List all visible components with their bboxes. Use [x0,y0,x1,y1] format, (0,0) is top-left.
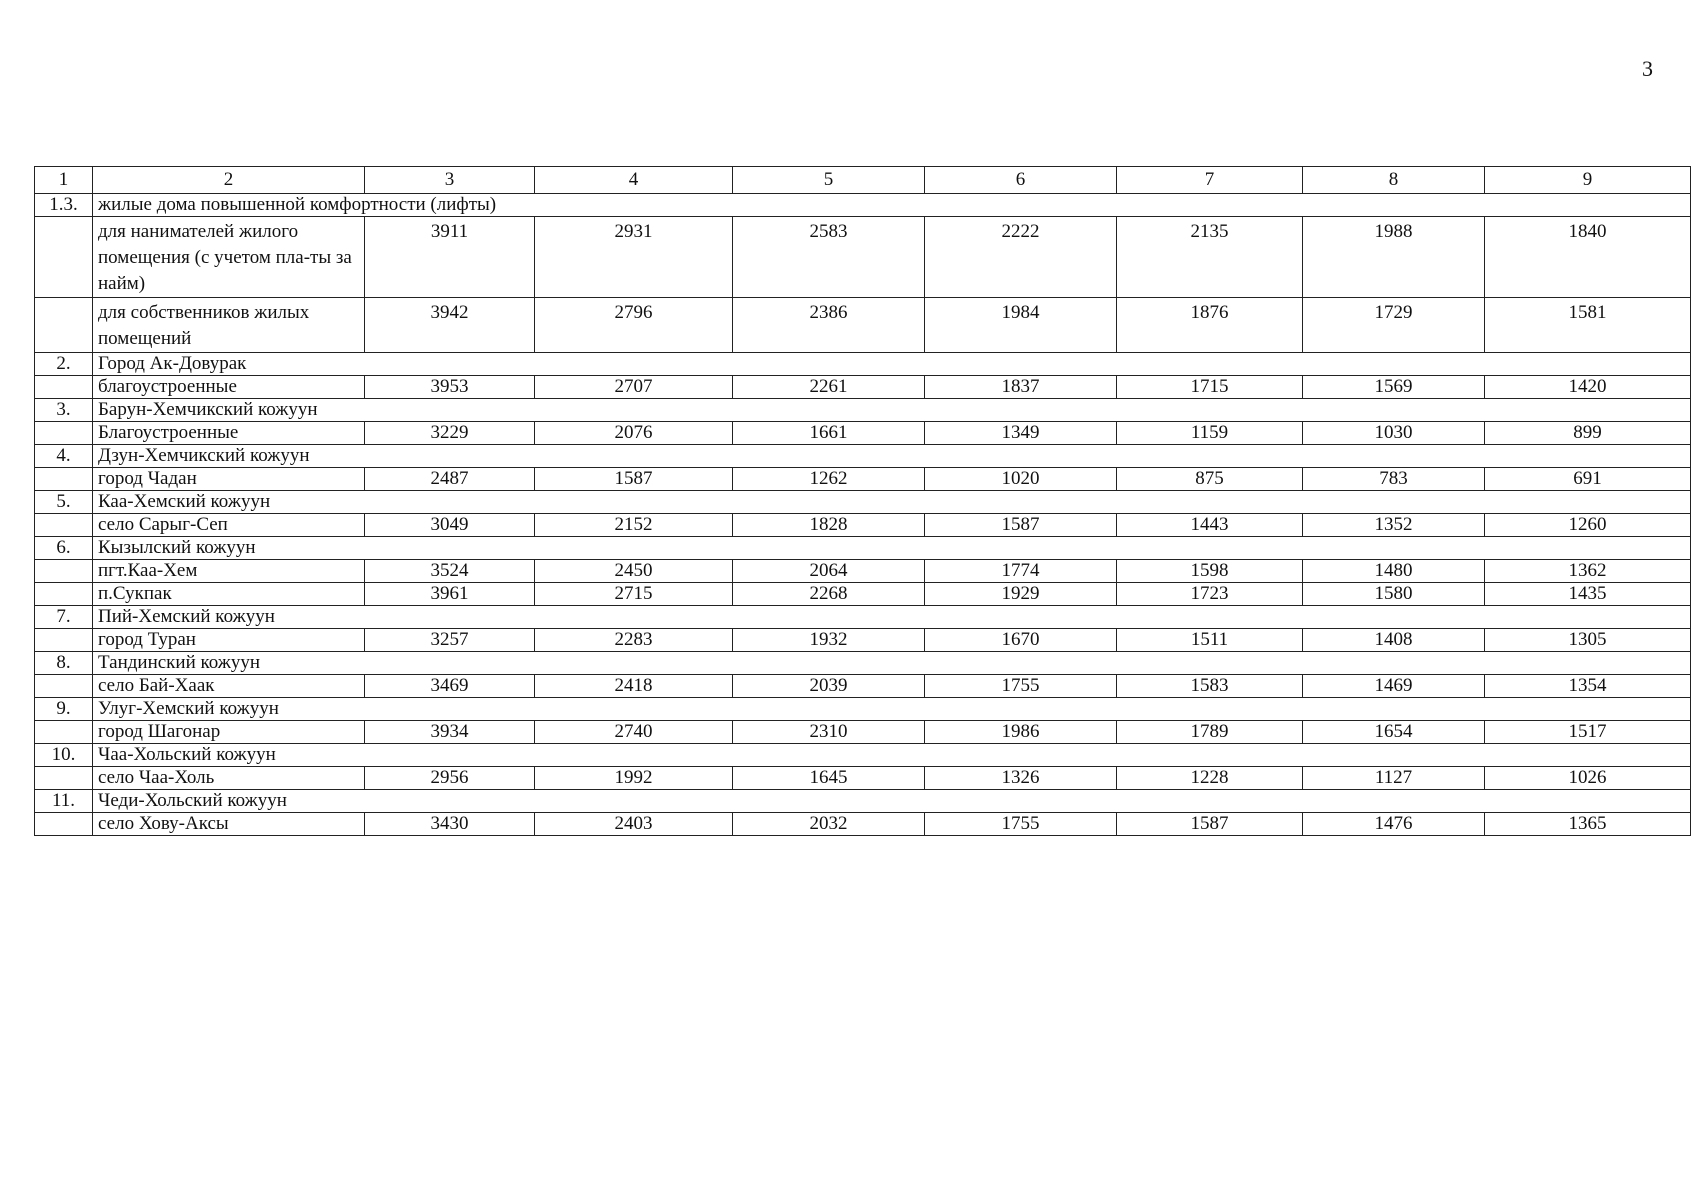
row-index-empty [35,813,93,836]
section-index: 11. [35,790,93,813]
value-cell: 1517 [1485,721,1691,744]
value-cell: 3953 [365,376,535,399]
column-number-cell: 2 [93,167,365,194]
section-title: Чеди-Хольский кожуун [93,790,1691,813]
row-description: село Сарыг-Сеп [93,514,365,537]
value-cell: 1352 [1303,514,1485,537]
value-cell: 2403 [535,813,733,836]
value-cell: 2418 [535,675,733,698]
value-cell: 1262 [733,468,925,491]
value-cell: 1729 [1303,298,1485,353]
value-cell: 1026 [1485,767,1691,790]
value-cell: 2740 [535,721,733,744]
value-cell: 2796 [535,298,733,353]
column-number-cell: 4 [535,167,733,194]
value-cell: 1715 [1117,376,1303,399]
value-cell: 1840 [1485,217,1691,298]
value-cell: 2135 [1117,217,1303,298]
section-index: 9. [35,698,93,721]
value-cell: 3942 [365,298,535,353]
value-cell: 2386 [733,298,925,353]
row-index-empty [35,675,93,698]
value-cell: 1365 [1485,813,1691,836]
value-cell: 1305 [1485,629,1691,652]
row-index-empty [35,721,93,744]
value-cell: 1929 [925,583,1117,606]
table-row [35,767,1691,790]
row-index-empty [35,560,93,583]
value-cell: 2222 [925,217,1117,298]
value-cell: 691 [1485,468,1691,491]
column-number-cell: 3 [365,167,535,194]
row-index-empty [35,514,93,537]
value-cell: 3430 [365,813,535,836]
column-number-row [35,167,1691,194]
value-cell: 1480 [1303,560,1485,583]
section-index: 6. [35,537,93,560]
section-row [35,744,1691,767]
row-description: город Чадан [93,468,365,491]
row-index-empty [35,583,93,606]
value-cell: 2032 [733,813,925,836]
value-cell: 2268 [733,583,925,606]
section-title: Чаа-Хольский кожуун [93,744,1691,767]
value-cell: 1988 [1303,217,1485,298]
value-cell: 2450 [535,560,733,583]
value-cell: 1159 [1117,422,1303,445]
row-description: Благоустроенные [93,422,365,445]
value-cell: 2956 [365,767,535,790]
value-cell: 1992 [535,767,733,790]
column-number-cell: 7 [1117,167,1303,194]
value-cell: 2583 [733,217,925,298]
table-row [35,468,1691,491]
value-cell: 2283 [535,629,733,652]
value-cell: 2039 [733,675,925,698]
value-cell: 1587 [535,468,733,491]
section-row [35,537,1691,560]
value-cell: 1435 [1485,583,1691,606]
section-title: Город Ак-Довурак [93,353,1691,376]
table-row [35,629,1691,652]
value-cell: 1837 [925,376,1117,399]
value-cell: 1228 [1117,767,1303,790]
section-row [35,790,1691,813]
section-index: 10. [35,744,93,767]
row-description: для нанимателей жилого помещения (с учетом пла-ты за найм) [93,217,365,298]
value-cell: 1469 [1303,675,1485,698]
section-index: 8. [35,652,93,675]
value-cell: 3257 [365,629,535,652]
value-cell: 3469 [365,675,535,698]
row-description: село Хову-Аксы [93,813,365,836]
row-description: благоустроенные [93,376,365,399]
value-cell: 1661 [733,422,925,445]
value-cell: 3911 [365,217,535,298]
column-number-cell: 6 [925,167,1117,194]
section-row [35,194,1691,217]
value-cell: 1755 [925,813,1117,836]
value-cell: 1476 [1303,813,1485,836]
section-title: Барун-Хемчикский кожуун [93,399,1691,422]
section-title: жилые дома повышенной комфортности (лифты) [93,194,1691,217]
section-row [35,399,1691,422]
row-index-empty [35,468,93,491]
section-index: 4. [35,445,93,468]
value-cell: 1362 [1485,560,1691,583]
value-cell: 1326 [925,767,1117,790]
section-title: Дзун-Хемчикский кожуун [93,445,1691,468]
value-cell: 2064 [733,560,925,583]
row-description: п.Сукпак [93,583,365,606]
value-cell: 1420 [1485,376,1691,399]
value-cell: 783 [1303,468,1485,491]
page-number: 3 [1642,56,1653,81]
value-cell: 1774 [925,560,1117,583]
column-number-cell: 5 [733,167,925,194]
table-row [35,583,1691,606]
value-cell: 3934 [365,721,535,744]
section-title: Пий-Хемский кожуун [93,606,1691,629]
value-cell: 2707 [535,376,733,399]
section-index: 5. [35,491,93,514]
section-index: 1.3. [35,194,93,217]
table-row [35,675,1691,698]
section-index: 7. [35,606,93,629]
table-row [35,217,1691,298]
row-index-empty [35,629,93,652]
section-row [35,445,1691,468]
row-index-empty [35,767,93,790]
value-cell: 2076 [535,422,733,445]
section-index: 2. [35,353,93,376]
value-cell: 1349 [925,422,1117,445]
value-cell: 2931 [535,217,733,298]
value-cell: 1443 [1117,514,1303,537]
value-cell: 1587 [1117,813,1303,836]
section-index: 3. [35,399,93,422]
column-number-cell: 1 [35,167,93,194]
value-cell: 3229 [365,422,535,445]
value-cell: 2310 [733,721,925,744]
value-cell: 1260 [1485,514,1691,537]
value-cell: 2261 [733,376,925,399]
section-row [35,491,1691,514]
value-cell: 1030 [1303,422,1485,445]
value-cell: 1723 [1117,583,1303,606]
value-cell: 1020 [925,468,1117,491]
value-cell: 1984 [925,298,1117,353]
value-cell: 1580 [1303,583,1485,606]
section-row [35,353,1691,376]
value-cell: 1932 [733,629,925,652]
table-row [35,422,1691,445]
section-row [35,652,1691,675]
value-cell: 2487 [365,468,535,491]
value-cell: 1581 [1485,298,1691,353]
table-row [35,721,1691,744]
value-cell: 1789 [1117,721,1303,744]
column-number-cell: 8 [1303,167,1485,194]
value-cell: 2152 [535,514,733,537]
section-title: Кызылский кожуун [93,537,1691,560]
value-cell: 1354 [1485,675,1691,698]
table-row [35,376,1691,399]
table-row [35,813,1691,836]
tariff-table [34,166,1691,836]
section-row [35,698,1691,721]
value-cell: 1755 [925,675,1117,698]
value-cell: 1986 [925,721,1117,744]
row-description: город Туран [93,629,365,652]
row-description: пгт.Каа-Хем [93,560,365,583]
value-cell: 1408 [1303,629,1485,652]
value-cell: 1583 [1117,675,1303,698]
table-row [35,514,1691,537]
value-cell: 1587 [925,514,1117,537]
value-cell: 1598 [1117,560,1303,583]
row-description: село Бай-Хаак [93,675,365,698]
row-index-empty [35,217,93,298]
row-index-empty [35,298,93,353]
value-cell: 1127 [1303,767,1485,790]
value-cell: 3961 [365,583,535,606]
value-cell: 1670 [925,629,1117,652]
value-cell: 1569 [1303,376,1485,399]
row-index-empty [35,422,93,445]
value-cell: 3049 [365,514,535,537]
row-description: для собственников жилых помещений [93,298,365,353]
value-cell: 899 [1485,422,1691,445]
section-title: Тандинский кожуун [93,652,1691,675]
value-cell: 1511 [1117,629,1303,652]
value-cell: 1876 [1117,298,1303,353]
row-description: село Чаа-Холь [93,767,365,790]
value-cell: 875 [1117,468,1303,491]
row-index-empty [35,376,93,399]
value-cell: 1828 [733,514,925,537]
section-title: Каа-Хемский кожуун [93,491,1691,514]
column-number-cell: 9 [1485,167,1691,194]
value-cell: 2715 [535,583,733,606]
table-row [35,560,1691,583]
value-cell: 1645 [733,767,925,790]
table-row [35,298,1691,353]
section-row [35,606,1691,629]
value-cell: 3524 [365,560,535,583]
section-title: Улуг-Хемский кожуун [93,698,1691,721]
value-cell: 1654 [1303,721,1485,744]
row-description: город Шагонар [93,721,365,744]
table-body [35,167,1691,836]
